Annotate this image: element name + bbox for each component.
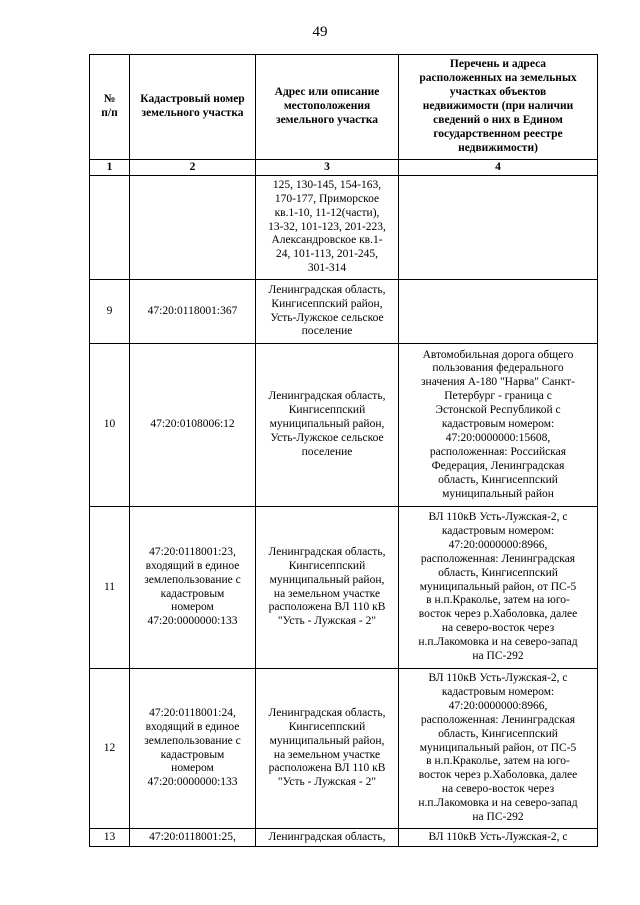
row-num: 9 [90,280,130,344]
row-cadastral-number: 47:20:0118001:367 [130,280,256,344]
row-real-estate-objects: ВЛ 110кВ Усть-Лужская-2, с кадастровым номером: 47:20:0000000:8966, расположенная: Ленинградская область, Кингисеппский муниципальный район, от ПС-5 в н.п.Краколье, затем на юго- восток через р.Хаболовка, далее на северо-восток через н.п.Лакомовка и на северо-запад на ПС-292 [399,669,598,829]
row-num: 13 [90,829,130,847]
row-address: 125, 130-145, 154-163, 170-177, Приморское кв.1-10, 11-12(части), 13-32, 101-123, 201-223, Александровское кв.1- 24, 101-113, 201-245, 301-314 [256,176,399,280]
land-plots-table [89,54,598,847]
table-row [90,176,598,280]
row-address: Ленинградская область, Кингисеппский муниципальный район, на земельном участке расположена ВЛ 110 кВ "Усть - Лужская - 2" [256,669,399,829]
header-cadastral-number: Кадастровый номер земельного участка [130,55,256,160]
row-real-estate-objects [399,176,598,280]
row-address: Ленинградская область, [256,829,399,847]
row-address: Ленинградская область, Кингисеппский муниципальный район, на земельном участке расположена ВЛ 110 кВ "Усть - Лужская - 2" [256,507,399,669]
header-num: № п/п [90,55,130,160]
row-num: 11 [90,507,130,669]
table-row [90,669,598,829]
column-number-row [90,160,598,176]
row-real-estate-objects [399,280,598,344]
row-real-estate-objects: ВЛ 110кВ Усть-Лужская-2, с кадастровым номером: 47:20:0000000:8966, расположенная: Ленинградская область, Кингисеппский муниципальный район, от ПС-5 в н.п.Краколье, затем на юго- восток через р.Хаболовка, далее на северо-восток через н.п.Лакомовка и на северо-запад на ПС-292 [399,507,598,669]
table-row [90,829,598,847]
table-row [90,344,598,507]
row-address: Ленинградская область, Кингисеппский район, Усть-Лужское сельское поселение [256,280,399,344]
column-number: 2 [130,160,256,176]
table-row [90,280,598,344]
row-num: 10 [90,344,130,507]
table-row [90,507,598,669]
row-cadastral-number: 47:20:0108006:12 [130,344,256,507]
column-number: 4 [399,160,598,176]
page-number: 49 [312,24,328,40]
header-real-estate-objects: Перечень и адреса расположенных на земельных участках объектов недвижимости (при наличии сведений о них в Едином государственном реестре недвижимости) [399,55,598,160]
row-real-estate-objects: ВЛ 110кВ Усть-Лужская-2, с [399,829,598,847]
header-row [90,55,598,160]
row-address: Ленинградская область, Кингисеппский муниципальный район, Усть-Лужское сельское поселение [256,344,399,507]
row-num: 12 [90,669,130,829]
row-cadastral-number: 47:20:0118001:25, [130,829,256,847]
column-number: 1 [90,160,130,176]
column-number: 3 [256,160,399,176]
row-cadastral-number: 47:20:0118001:24, входящий в единое землепользование с кадастровым номером 47:20:0000000:133 [130,669,256,829]
row-real-estate-objects: Автомобильная дорога общего пользования федерального значения А-180 "Нарва" Санкт- Петербург - граница с Эстонской Республикой с кадастровым номером: 47:20:0000000:15608, расположенная: Российская Федерация, Ленинградская область, Кингисеппский муниципальный район [399,344,598,507]
row-cadastral-number: 47:20:0118001:23, входящий в единое землепользование с кадастровым номером 47:20:0000000:133 [130,507,256,669]
row-num [90,176,130,280]
header-address: Адрес или описание местоположения земельного участка [256,55,399,160]
row-cadastral-number [130,176,256,280]
